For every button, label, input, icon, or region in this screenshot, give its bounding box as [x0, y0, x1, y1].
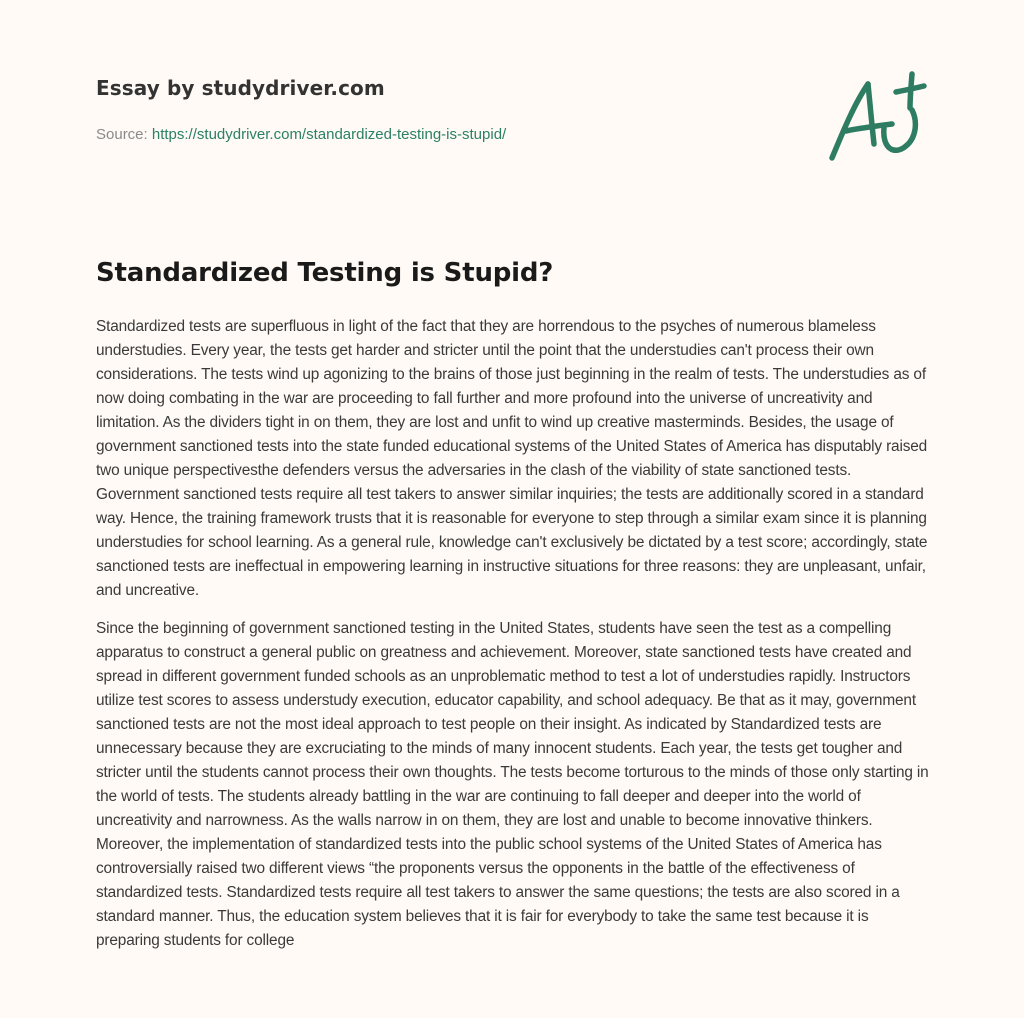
essay-paragraph: Since the beginning of government sanctioned testing in the United States, students have seen the test as a compelling apparatus to construct a general public on greatness and achievement. Moreover, state sanctioned tests have created and spread in different government funded schools as an unproblematic method to test a lot of understudies rapidly. Instructors utilize test scores to assess understudy execution, educator capability, and school adequacy. Be that as it may, government sanctioned tests are not the most ideal approach to test people on their insight. As indicated by Standardized tests are unnecessary because they are excruciating to the minds of many innocent students. Each year, the tests get tougher and stricter until the students cannot process their own thoughts. The tests become torturous to the minds of those only starting in the world of tests. The students already battling in the war are continuing to fall deeper and deeper into the world of uncreativity and narrowness. As the walls narrow in on them, they are lost and unable to become innovative thinkers. Moreover, the implementation of standardized tests into the public school systems of the United States of America has controversially raised two different views “the proponents versus the opponents in the battle of the effectiveness of standardized tests. Standardized tests require all test takers to answer the same questions; the tests are also scored in a standard manner. Thus, the education system believes that it is fair for everybody to take the same test because it is preparing students for college	[96, 620, 929, 949]
source-line	[96, 126, 506, 143]
source-link[interactable]: https://studydriver.com/standardized-testing-is-stupid/	[151, 126, 507, 143]
a-plus-grade-icon	[820, 64, 930, 164]
page-header	[96, 76, 936, 143]
source-label: Source:	[96, 126, 148, 143]
site-title: Essay by studydriver.com	[96, 76, 385, 100]
essay-paragraph: Standardized tests are superfluous in light of the fact that they are horrendous to the psyches of numerous blameless understudies. Every year, the tests get harder and stricter until the point that the understudies can't process their own considerations. The tests wind up agonizing to the brains of those just beginning in the realm of tests. The understudies as of now doing combating in the war are proceeding to fall further and more profound into the universe of uncreativity and limitation. As the dividers tight in on them, they are lost and unfit to wind up creative masterminds. Besides, the usage of government sanctioned tests into the state funded educational systems of the United States of America has disputably raised two unique perspectivesthe defenders versus the adversaries in the clash of the viability of state sanctioned tests. Government sanctioned tests require all test takers to answer similar inquiries; the tests are additionally scored in a standard way. Hence, the training framework trusts that it is reasonable for everyone to step through a similar exam since it is planning understudies for school learning. As a general rule, knowledge can't exclusively be dictated by a test score; accordingly, state sanctioned tests are ineffectual in empowering learning in instructive situations for three reasons: they are unpleasant, unfair, and uncreative.	[96, 318, 928, 599]
essay-body	[96, 315, 934, 967]
essay-title: Standardized Testing is Stupid?	[96, 258, 554, 288]
